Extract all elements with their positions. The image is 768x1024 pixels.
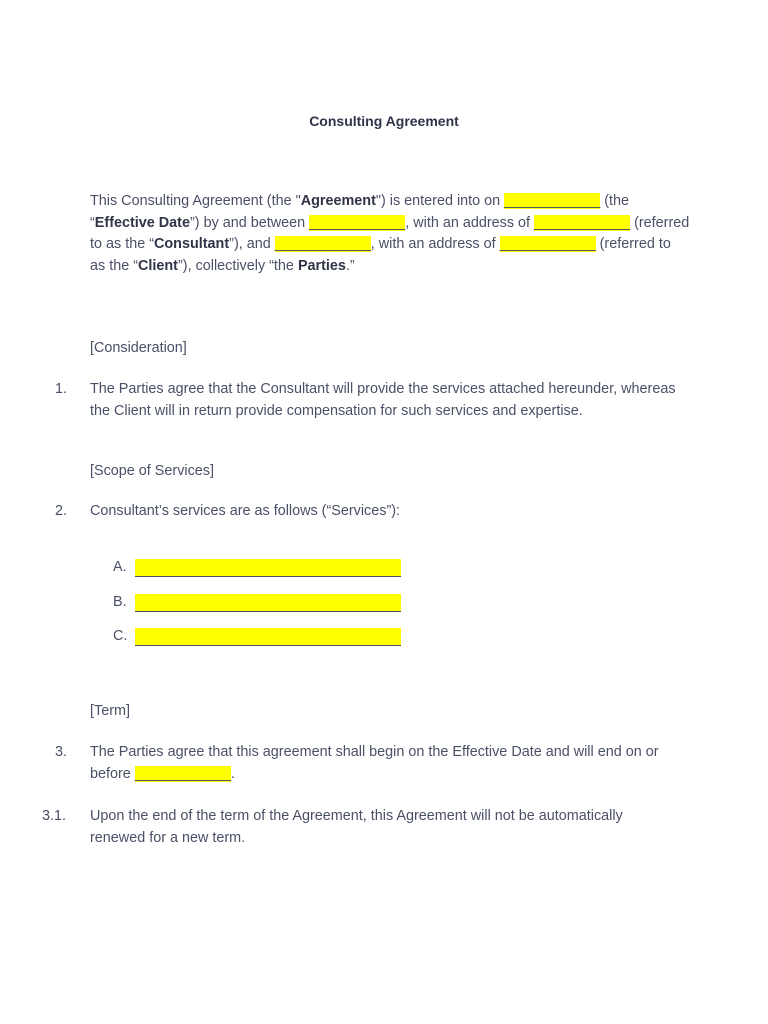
section-number: 1. <box>55 381 68 397</box>
scope-text: Consultant’s services are as follows (“Services”): <box>90 503 401 519</box>
intro-text: , with an address of <box>370 236 500 253</box>
consideration-text: The Parties agree that the Consultant will provide the services attached hereunder, whereas the Client will in return provide compensation for such services and expertise. <box>90 381 676 419</box>
service-item-blank-field[interactable] <box>135 559 401 577</box>
intro-text: ") is entered into on <box>375 193 505 209</box>
intro-text: This Consulting Agreement (the " <box>90 193 301 209</box>
client-name-blank-field[interactable]: ____________ <box>274 236 371 253</box>
agreement-term: Agreement <box>300 193 376 209</box>
date-blank-field[interactable]: ____________ <box>504 193 601 209</box>
term-paragraph <box>90 742 675 785</box>
service-item-label: B. <box>113 594 127 610</box>
section-number: 3. <box>55 744 68 760</box>
service-item-blank-field[interactable] <box>135 594 401 612</box>
consideration-heading: [Consideration] <box>90 340 187 356</box>
consultant-address-blank-field[interactable]: ____________ <box>534 214 631 231</box>
consultant-name-blank-field[interactable]: ____________ <box>309 214 406 231</box>
document-title: Consulting Agreement <box>309 113 459 129</box>
service-item-blank-field[interactable] <box>135 628 401 646</box>
term-heading: [Term] <box>90 703 130 719</box>
term-text: The Parties agree that this agreement shall begin on the Effective Date and will end on or before <box>90 744 659 782</box>
client-address-blank-field[interactable]: ____________ <box>499 236 596 253</box>
renewal-text: Upon the end of the term of the Agreement, this Agreement will not be automatically renewed for a new term. <box>90 808 623 846</box>
intro-text: ”), and <box>229 236 275 253</box>
effective-date-term: Effective Date <box>94 214 190 231</box>
section-number: 3.1. <box>42 808 67 824</box>
intro-text: ”), collectively “the <box>177 258 298 275</box>
scope-heading: [Scope of Services] <box>90 463 214 479</box>
term-text-end: . <box>230 765 235 782</box>
end-date-blank-field[interactable]: ____________ <box>134 765 231 782</box>
intro-text: (referred to as the “ <box>90 214 690 253</box>
intro-text: .” <box>345 258 355 275</box>
section-number: 2. <box>55 503 68 519</box>
intro-text: (the “ <box>90 193 630 231</box>
service-item-label: C. <box>113 628 128 644</box>
consultant-term: Consultant <box>154 236 230 253</box>
service-item-label: A. <box>113 559 127 575</box>
intro-text: , with an address of <box>405 214 535 231</box>
intro-paragraph <box>90 191 690 278</box>
parties-term: Parties <box>297 258 346 275</box>
intro-text: ”) by and between <box>189 214 310 231</box>
client-term: Client <box>138 258 178 275</box>
intro-text: (referred to as the “ <box>90 236 671 275</box>
